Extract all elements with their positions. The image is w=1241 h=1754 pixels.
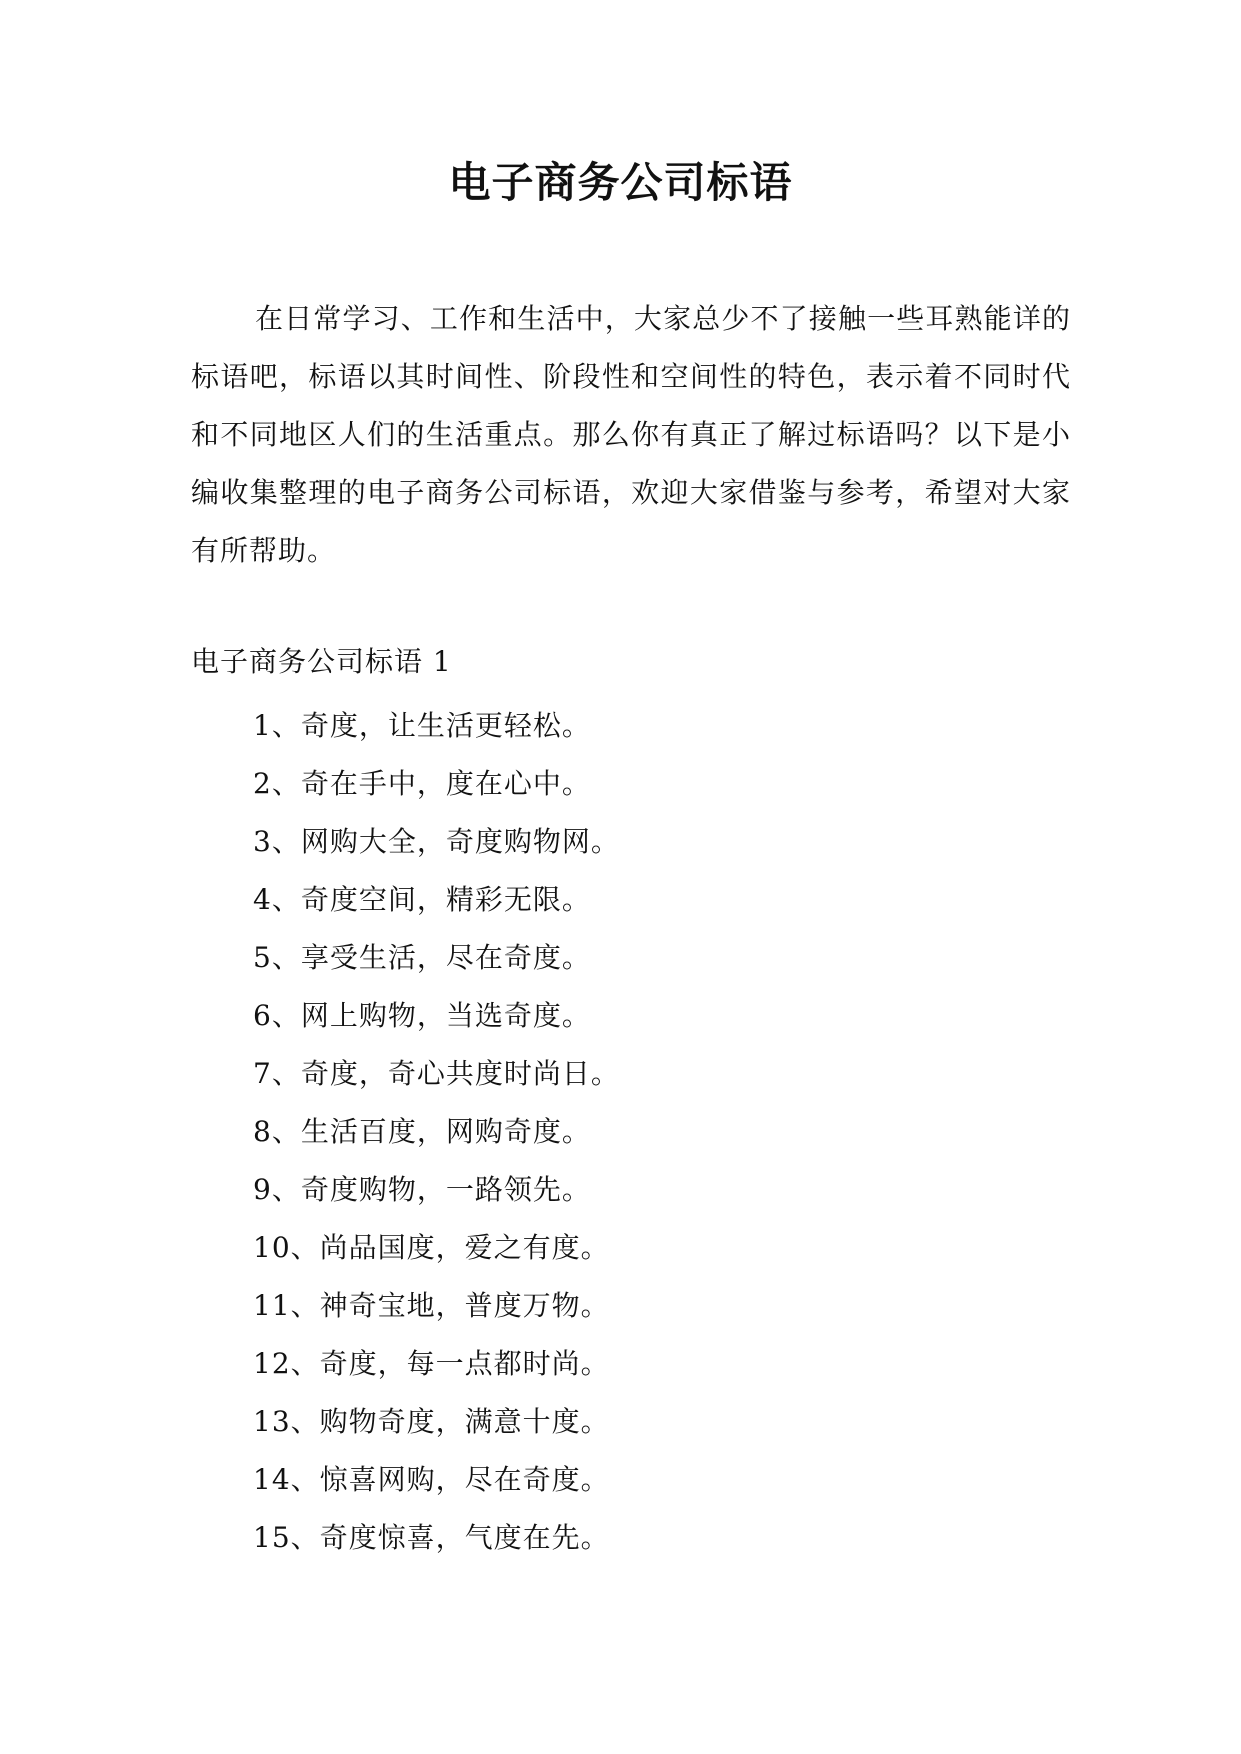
intro-paragraph: 在日常学习、工作和生活中，大家总少不了接触一些耳熟能详的标语吧，标语以其时间性、阶段性和空间性的特色，表示着不同时代和不同地区人们的生活重点。那么你有真正了解过标语吗？以下是小编收集整理的电子商务公司标语，欢迎大家借鉴与参考，希望对大家有所帮助。: [191, 302, 1071, 567]
slogan-item: 2、奇在手中，度在心中。: [253, 767, 591, 800]
document-title: 电子商务公司标语: [448, 158, 793, 207]
section-heading: 电子商务公司标语 1: [191, 645, 452, 678]
slogan-item: 14、惊喜网购，尽在奇度。: [253, 1463, 610, 1496]
slogan-item: 7、奇度，奇心共度时尚日。: [253, 1057, 620, 1090]
slogan-item: 5、享受生活，尽在奇度。: [253, 941, 591, 974]
slogan-list: [253, 697, 620, 1567]
slogan-item: 1、奇度，让生活更轻松。: [253, 709, 591, 742]
slogan-item: 11、神奇宝地，普度万物。: [253, 1289, 610, 1322]
slogan-item: 13、购物奇度，满意十度。: [253, 1405, 610, 1438]
slogan-item: 6、网上购物，当选奇度。: [253, 999, 591, 1032]
slogan-item: 9、奇度购物，一路领先。: [253, 1173, 591, 1206]
slogan-item: 3、网购大全，奇度购物网。: [253, 825, 620, 858]
slogan-item: 8、生活百度，网购奇度。: [253, 1115, 591, 1148]
slogan-item: 15、奇度惊喜，气度在先。: [253, 1521, 610, 1554]
slogan-item: 10、尚品国度，爱之有度。: [253, 1231, 610, 1264]
slogan-item: 4、奇度空间，精彩无限。: [253, 883, 591, 916]
slogan-item: 12、奇度，每一点都时尚。: [253, 1347, 610, 1380]
